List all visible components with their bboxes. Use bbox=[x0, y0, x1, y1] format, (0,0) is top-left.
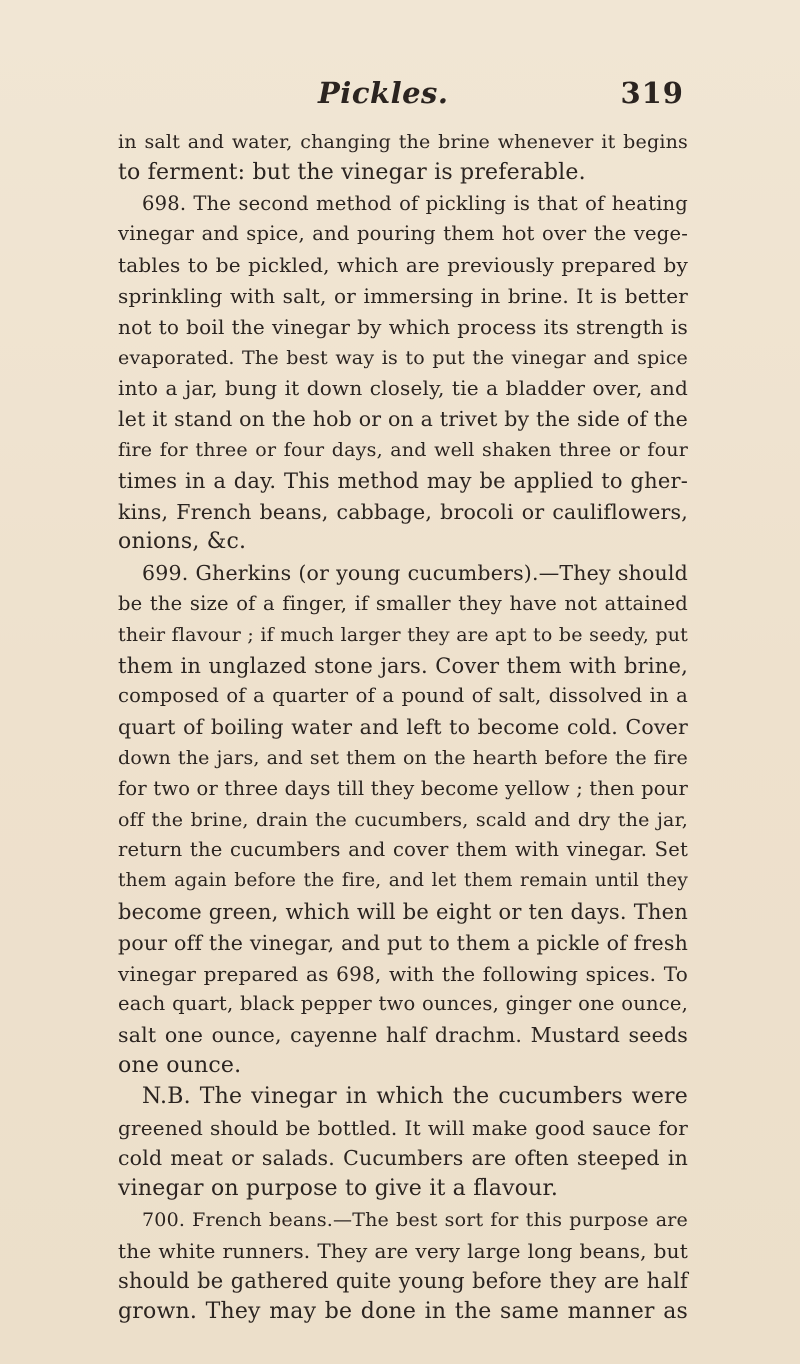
text-line: vinegar prepared as 698, with the following spices. To bbox=[118, 961, 688, 986]
paragraph-698-start: 698. The second method of pickling is that of heating bbox=[142, 191, 688, 215]
text-line: off the brine, drain the cucumbers, scald and dry the jar, bbox=[118, 808, 688, 831]
text-line: their flavour ; if much larger they are apt to be seedy, put bbox=[118, 623, 688, 646]
text-line: cold meat or salads. Cucumbers are often steeped in bbox=[118, 1146, 688, 1171]
text-line: vinegar and spice, and pouring them hot over the vege- bbox=[118, 222, 688, 246]
text-line: them in unglazed stone jars. Cover them with brine, bbox=[118, 653, 688, 678]
text-line: sprinkling with salt, or immersing in brine. It is better bbox=[118, 283, 688, 308]
body-text bbox=[118, 127, 688, 1328]
text-line: the white runners. They are very large long beans, but bbox=[118, 1238, 688, 1263]
text-line: salt one ounce, cayenne half drachm. Mustard seeds bbox=[118, 1023, 688, 1048]
running-title: Pickles. bbox=[318, 76, 449, 110]
text-line: be the size of a finger, if smaller they have not attained bbox=[118, 591, 688, 615]
text-line: evaporated. The best way is to put the vinegar and spice bbox=[118, 346, 688, 369]
running-head bbox=[0, 76, 800, 116]
text-line: let it stand on the hob or on a trivet by the side of the bbox=[118, 407, 689, 432]
text-line: quart of boiling water and left to become cold. Cover bbox=[118, 715, 688, 740]
text-line: return the cucumbers and cover them with vinegar. Set bbox=[118, 838, 688, 862]
text-line: vinegar on purpose to give it a flavour. bbox=[118, 1176, 559, 1202]
text-line: down the jars, and set them on the hearth before the fire bbox=[118, 746, 688, 769]
text-line: pour off the vinegar, and put to them a pickle of fresh bbox=[118, 930, 688, 955]
text-line: into a jar, bung it down closely, tie a bladder over, and bbox=[118, 376, 688, 401]
text-line: greened should be bottled. It will make good sauce for bbox=[118, 1115, 688, 1140]
text-line: fire for three or four days, and well shaken three or four bbox=[118, 438, 688, 461]
text-line: should be gathered quite young before they are half bbox=[118, 1269, 688, 1294]
text-line: become green, which will be eight or ten days. Then bbox=[118, 899, 688, 924]
text-line: not to boil the vinegar by which process its strength is bbox=[118, 314, 688, 339]
text-line: times in a day. This method may be applied to gher- bbox=[118, 468, 688, 493]
text-line: in salt and water, changing the brine whenever it begins bbox=[118, 131, 688, 153]
page-number: 319 bbox=[620, 76, 684, 110]
paragraph-700-start: 700. French beans.—The best sort for this purpose are bbox=[142, 1208, 688, 1231]
text-line: to ferment: but the vinegar is preferable. bbox=[118, 159, 586, 185]
text-line: each quart, black pepper two ounces, ginger one ounce, bbox=[118, 992, 688, 1016]
text-line: tables to be pickled, which are previously prepared by bbox=[118, 253, 688, 278]
text-line: them again before the fire, and let them remain until they bbox=[118, 870, 688, 892]
text-line: onions, &c. bbox=[118, 529, 247, 555]
text-line: grown. They may be done in the same manner as bbox=[118, 1299, 688, 1325]
text-line: one ounce. bbox=[118, 1052, 242, 1078]
text-line: composed of a quarter of a pound of salt, dissolved in a bbox=[118, 684, 688, 708]
text-line: kins, French beans, cabbage, brocoli or cauliflowers, bbox=[118, 499, 688, 524]
paragraph-699-start: 699. Gherkins (or young cucumbers).—They should bbox=[142, 561, 688, 586]
text-line: for two or three days till they become yellow ; then pour bbox=[118, 776, 688, 800]
note-start: N.B. The vinegar in which the cucumbers were bbox=[142, 1083, 688, 1109]
